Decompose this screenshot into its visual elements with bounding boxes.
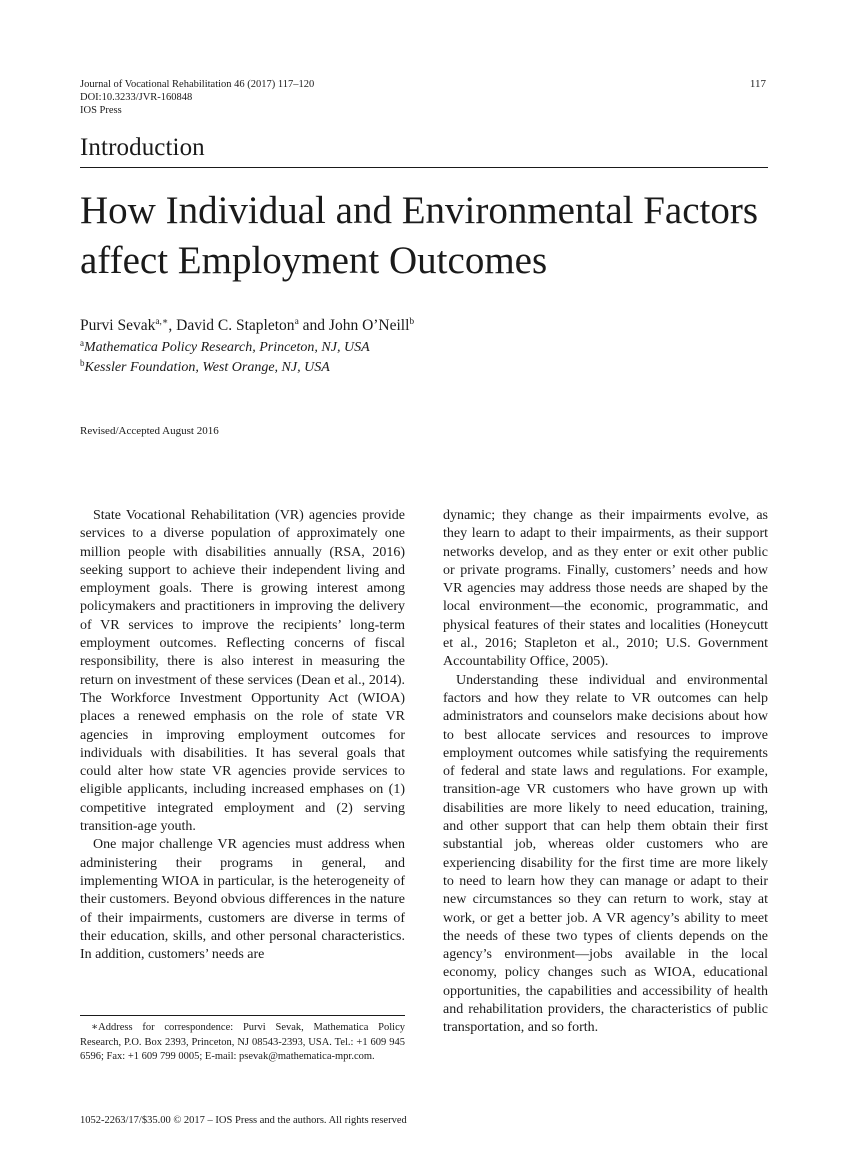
author-1: Purvi Sevak <box>80 317 156 334</box>
affiliation-b: $^b$Kessler Foundation, West Orange, NJ, USA <box>80 358 330 375</box>
section-divider <box>80 167 768 168</box>
doi[interactable]: DOI:10.3233/JVR-160848 <box>80 92 193 103</box>
paragraph: One major challenge VR agencies must address when administering their programs in general, and implementing WIOA in particular, is the heterogeneity of their customers. Beyond obvious differences in the nature of their impairments, customers are diverse in terms of their education, skills, and other personal characteristics. In addition, customers’ needs are <box>80 837 405 963</box>
correspondence-footnote <box>80 1021 405 1065</box>
author-2: , David C. Stapleton <box>168 317 295 334</box>
affiliation-a: $^a$Mathematica Policy Research, Princeton, NJ, USA <box>80 338 370 355</box>
paragraph: State Vocational Rehabilitation (VR) agencies provide services to a diverse population of approximately one million people with disabilities annually (RSA, 2016) seeking support to achieve their independent living and employment goals. There is growing interest among policymakers and practitioners in improving the delivery of VR services to improve the recipients’ long-term employment outcomes. Reflecting concerns of fiscal responsibility, there is also interest in measuring the return on investment of these services (Dean et al., 2014). The Workforce Investment Opportunity Act (WIOA) places a renewed emphasis on the role of state VR agencies in improving employment outcomes for individuals with disabilities. It has several goals that could alter how state VR agencies provide services to eligible applicants, including increased emphases on (1) competitive integrated employment and (2) serving transition-age youth. <box>80 508 405 835</box>
author-3-affil: b <box>409 317 415 327</box>
running-header <box>80 78 314 117</box>
author-2-affil: a <box>294 317 299 327</box>
revised-date: Revised/Accepted August 2016 <box>80 425 219 437</box>
author-1-affil: a,∗ <box>155 317 169 327</box>
author-3: and John O’Neill <box>298 317 410 334</box>
title-line-2: affect Employment Outcomes <box>80 239 548 282</box>
title-line-1: How Individual and Environmental Factors <box>80 189 759 232</box>
publisher: IOS Press <box>80 105 122 116</box>
section-label: Introduction <box>80 134 205 161</box>
page-number: 117 <box>749 78 766 90</box>
article-title <box>80 186 780 286</box>
body-column-left <box>80 507 405 964</box>
journal-citation: Journal of Vocational Rehabilitation 46 (2017) 117–120 <box>80 79 315 90</box>
footnote-text: ∗Address for correspondence: Purvi Sevak, Mathematica Policy Research, P.O. Box 2393, Princeton, NJ 08543-2393, USA. Tel.: +1 609 945 6596; Fax: +1 609 799 0005; E-mail: psevak@mathematica-mpr.com. <box>80 1022 405 1062</box>
body-column-right <box>443 507 768 1038</box>
footnote-divider <box>80 1015 405 1016</box>
paragraph: Understanding these individual and environmental factors and how they relate to VR outcomes can help administrators and counselors make decisions about how to best allocate services and resources to improve employment outcomes while satisfying the requirements of federal and state laws and regulations. For example, transition-age VR customers who have grown up with disabilities are more likely to need education, training, and other support that can help them obtain their first substantial job, whereas older customers who are experiencing disability for the first time are more likely to need to learn how they can manage or adapt to their new circumstances so they can return to work, stay at work, or get a better job. A VR agency’s ability to meet the needs of these two types of clients depends on the agency’s environment—jobs available in the local economy, policy changes such as WIOA, educational opportunities, the capabilities and accessibility of health and rehabilitation providers, the characteristics of public transportation, and so forth. <box>443 672 768 1036</box>
copyright-line: 1052-2263/17/$35.00 © 2017 – IOS Press and the authors. All rights reserved <box>80 1115 407 1126</box>
paragraph: dynamic; they change as their impairments evolve, as they learn to adapt to their impairments, as their support networks develop, and as they enter or exit other public or private programs. Finally, customers’ needs and how VR agencies may address those needs are shaped by the local environment—the economic, programmatic, and physical features of their states and localities (Honeycutt et al., 2016; Stapleton et al., 2010; U.S. Government Accountability Office, 2005). <box>443 508 768 670</box>
author-list <box>80 316 414 335</box>
